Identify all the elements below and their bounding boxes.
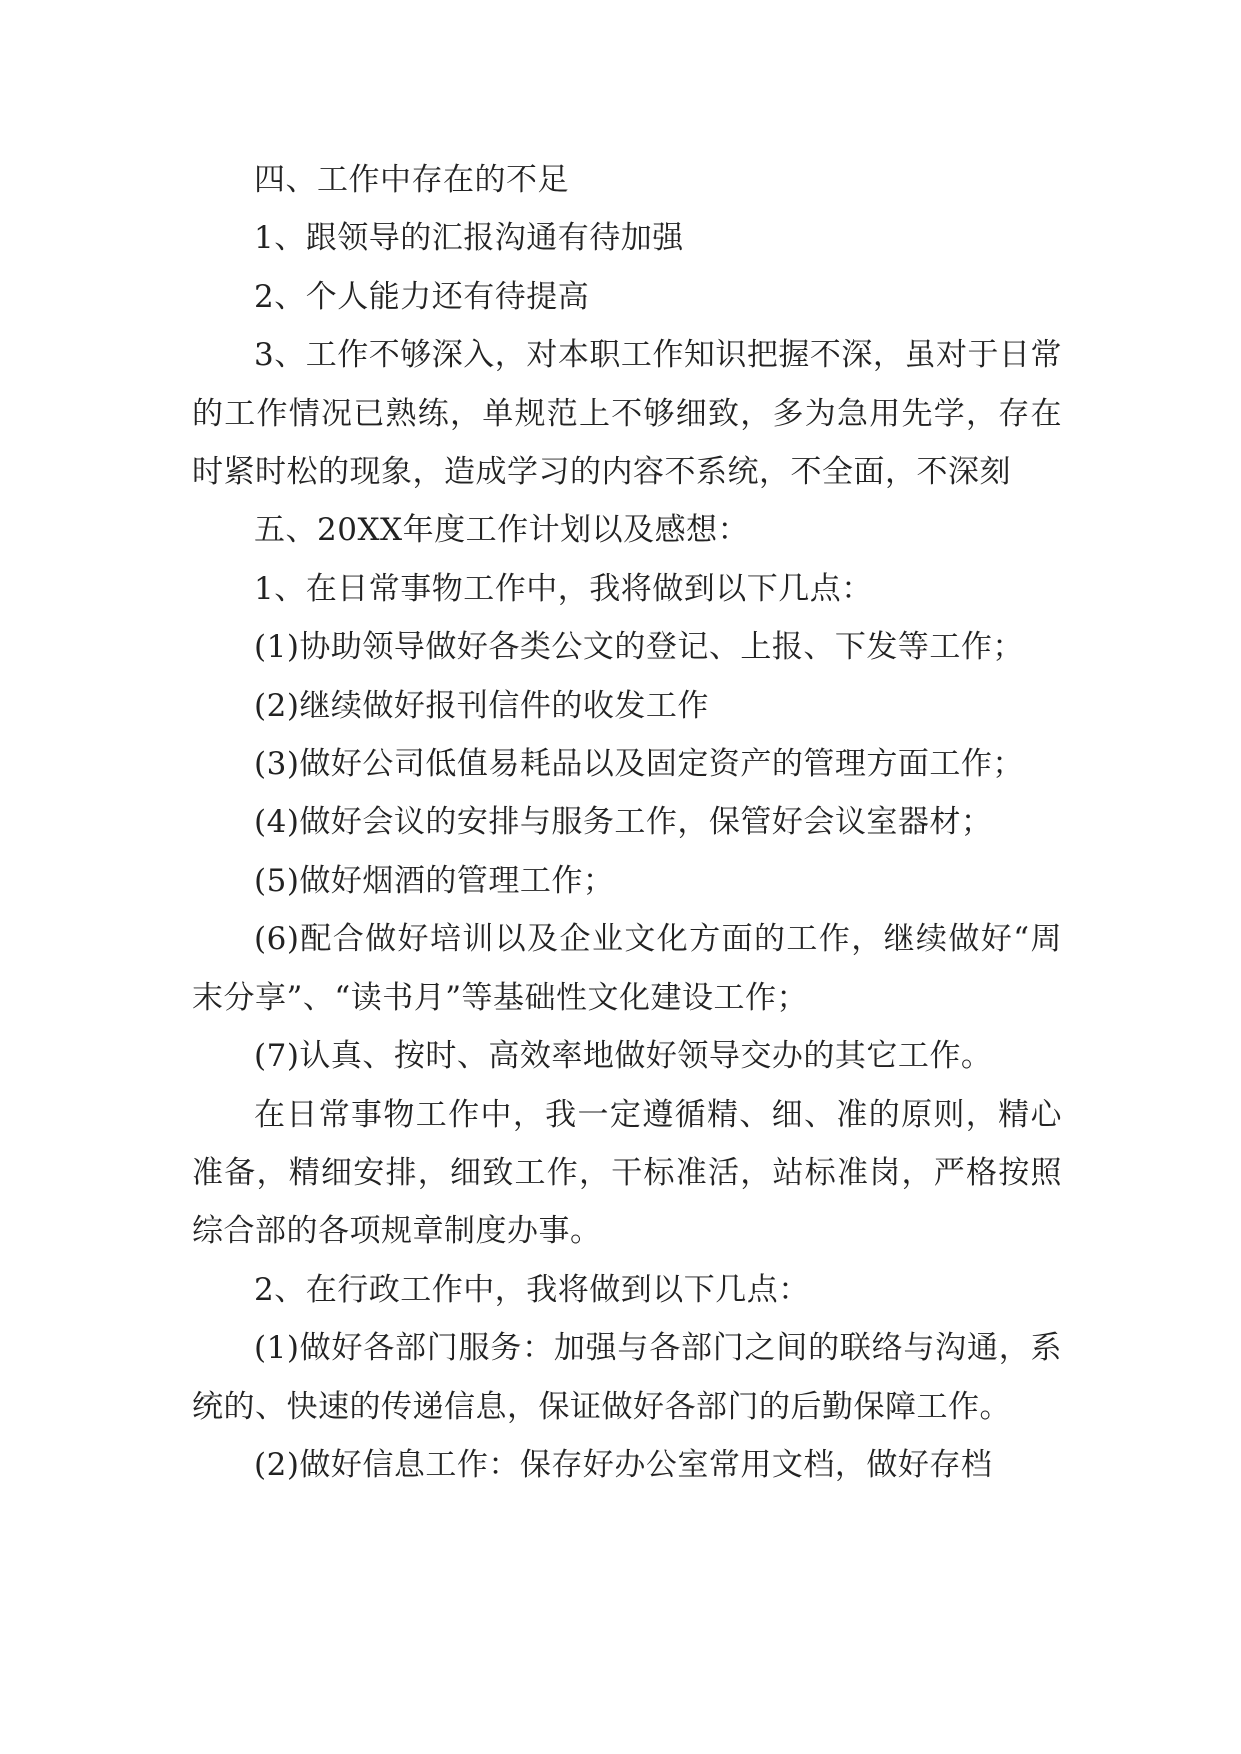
list-item: (6)配合做好培训以及企业文化方面的工作，继续做好“周末分享”、“读书月”等基础性文化建设工作； [192,921,1062,1016]
paragraph: 2、个人能力还有待提高 [254,278,590,315]
list-item: (3)做好公司低值易耗品以及固定资产的管理方面工作； [254,746,1024,783]
list-item: (4)做好会议的安排与服务工作，保管好会议室器材； [254,804,993,841]
paragraph: 1、在日常事物工作中，我将做到以下几点： [254,570,873,607]
list-item: (2)继续做好报刊信件的收发工作 [254,687,709,724]
document-body [192,151,1062,1494]
paragraph: 3、工作不够深入，对本职工作知识把握不深，虽对于日常的工作情况已熟练，单规范上不够细致，多为急用先学，存在时紧时松的现象，造成学习的内容不系统，不全面，不深刻 [192,337,1062,491]
paragraph: 2、在行政工作中，我将做到以下几点： [254,1271,810,1308]
section-heading-plan: 五、20XX年度工作计划以及感想： [254,512,750,549]
list-item: (1)协助领导做好各类公文的登记、上报、下发等工作； [254,629,1024,666]
paragraph: 1、跟领导的汇报沟通有待加强 [254,220,684,257]
list-item: (5)做好烟酒的管理工作； [254,862,615,899]
list-item: (2)做好信息工作：保存好办公室常用文档，做好存档 [254,1446,993,1483]
section-heading-shortcomings: 四、工作中存在的不足 [254,162,569,198]
list-item: (7)认真、按时、高效率地做好领导交办的其它工作。 [254,1038,993,1075]
list-item: (1)做好各部门服务：加强与各部门之间的联络与沟通，系统的、快速的传递信息，保证做好各部门的后勤保障工作。 [192,1330,1062,1425]
paragraph: 在日常事物工作中，我一定遵循精、细、准的原则，精心准备，精细安排，细致工作，干标准活，站标准岗，严格按照综合部的各项规章制度办事。 [192,1096,1062,1250]
